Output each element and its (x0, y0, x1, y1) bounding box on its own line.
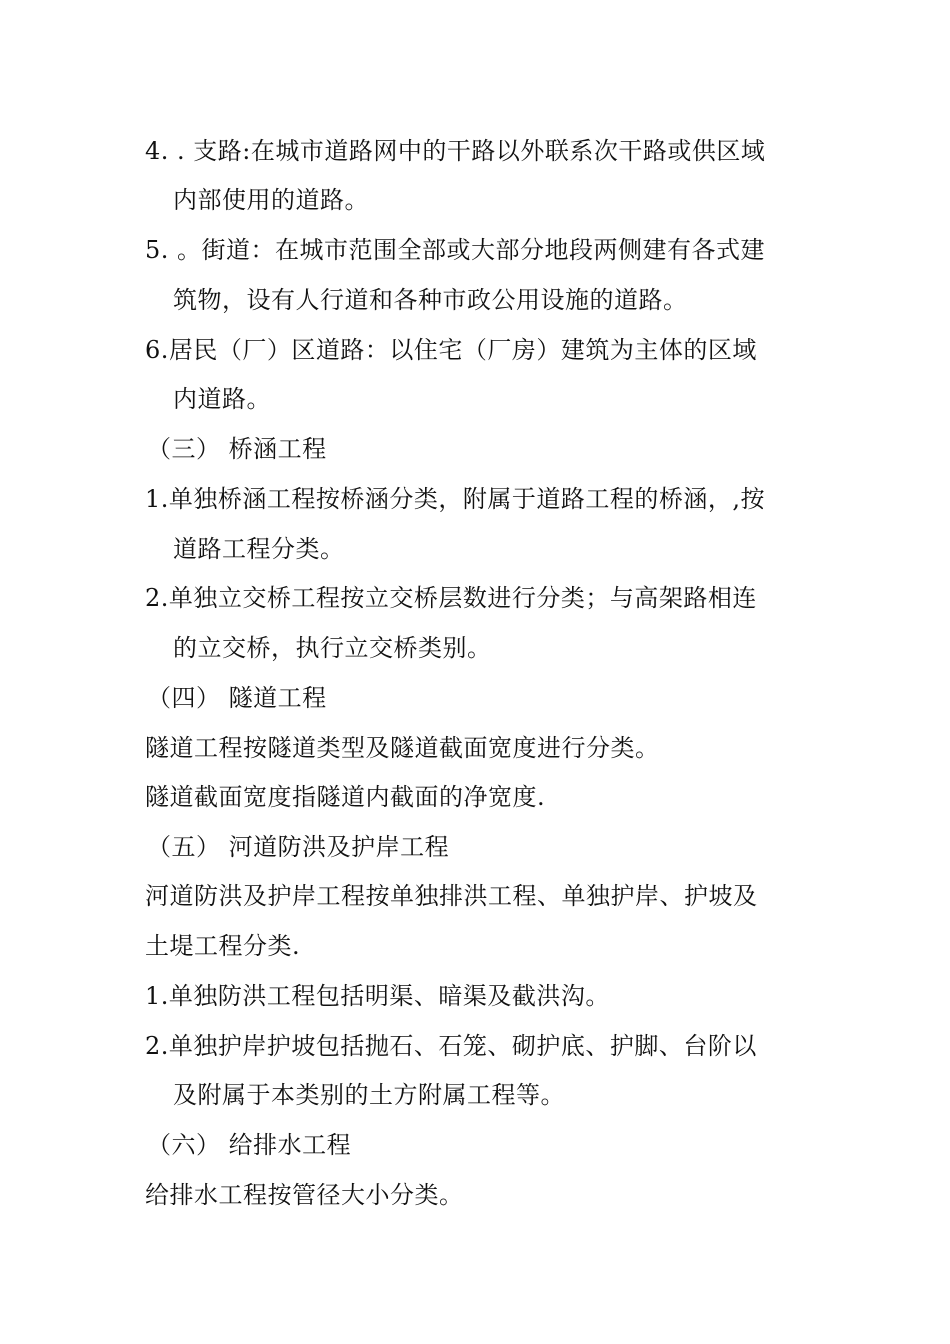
item-5-line-1: 5. 。街道：在城市范围全部或大部分地段两侧建有各式建 (145, 236, 766, 264)
bridges-item-2-line-1: 2.单独立交桥工程按立交桥层数进行分类；与高架路相连 (145, 584, 757, 612)
section-heading-flood-control: （五） 河道防洪及护岸工程 (147, 833, 450, 861)
item-4-line-2: 内部使用的道路。 (173, 186, 369, 214)
flood-control-item-1: 1.单独防洪工程包括明渠、暗渠及截洪沟。 (145, 982, 610, 1010)
bridges-item-1-line-1: 1.单独桥涵工程按桥涵分类，附属于道路工程的桥涵，,按 (145, 485, 766, 513)
tunnels-paragraph-2: 隧道截面宽度指隧道内截面的净宽度. (145, 783, 546, 811)
section-heading-bridges: （三） 桥涵工程 (147, 435, 327, 463)
flood-control-paragraph-line-1: 河道防洪及护岸工程按单独排洪工程、单独护岸、护坡及 (145, 882, 758, 910)
item-6-line-2: 内道路。 (173, 385, 271, 413)
item-4-line-1: 4. . 支路:在城市道路网中的干路以外联系次干路或供区域 (145, 137, 766, 165)
flood-control-item-2-line-1: 2.单独护岸护坡包括抛石、石笼、砌护底、护脚、台阶以 (145, 1032, 757, 1060)
tunnels-paragraph-1: 隧道工程按隧道类型及隧道截面宽度进行分类。 (145, 734, 660, 762)
section-heading-tunnels: （四） 隧道工程 (147, 684, 327, 712)
bridges-item-1-line-2: 道路工程分类。 (173, 535, 345, 563)
water-supply-drainage-paragraph: 给排水工程按管径大小分类。 (145, 1181, 464, 1209)
item-5-line-2: 筑物，设有人行道和各种市政公用设施的道路。 (173, 286, 688, 314)
bridges-item-2-line-2: 的立交桥，执行立交桥类别。 (173, 634, 492, 662)
flood-control-paragraph-line-2: 土堤工程分类. (145, 932, 301, 960)
flood-control-item-2-line-2: 及附属于本类别的土方附属工程等。 (173, 1081, 565, 1109)
section-heading-water-supply-drainage: （六） 给排水工程 (147, 1131, 352, 1159)
item-6-line-1: 6.居民（厂）区道路：以住宅（厂房）建筑为主体的区域 (145, 336, 757, 364)
